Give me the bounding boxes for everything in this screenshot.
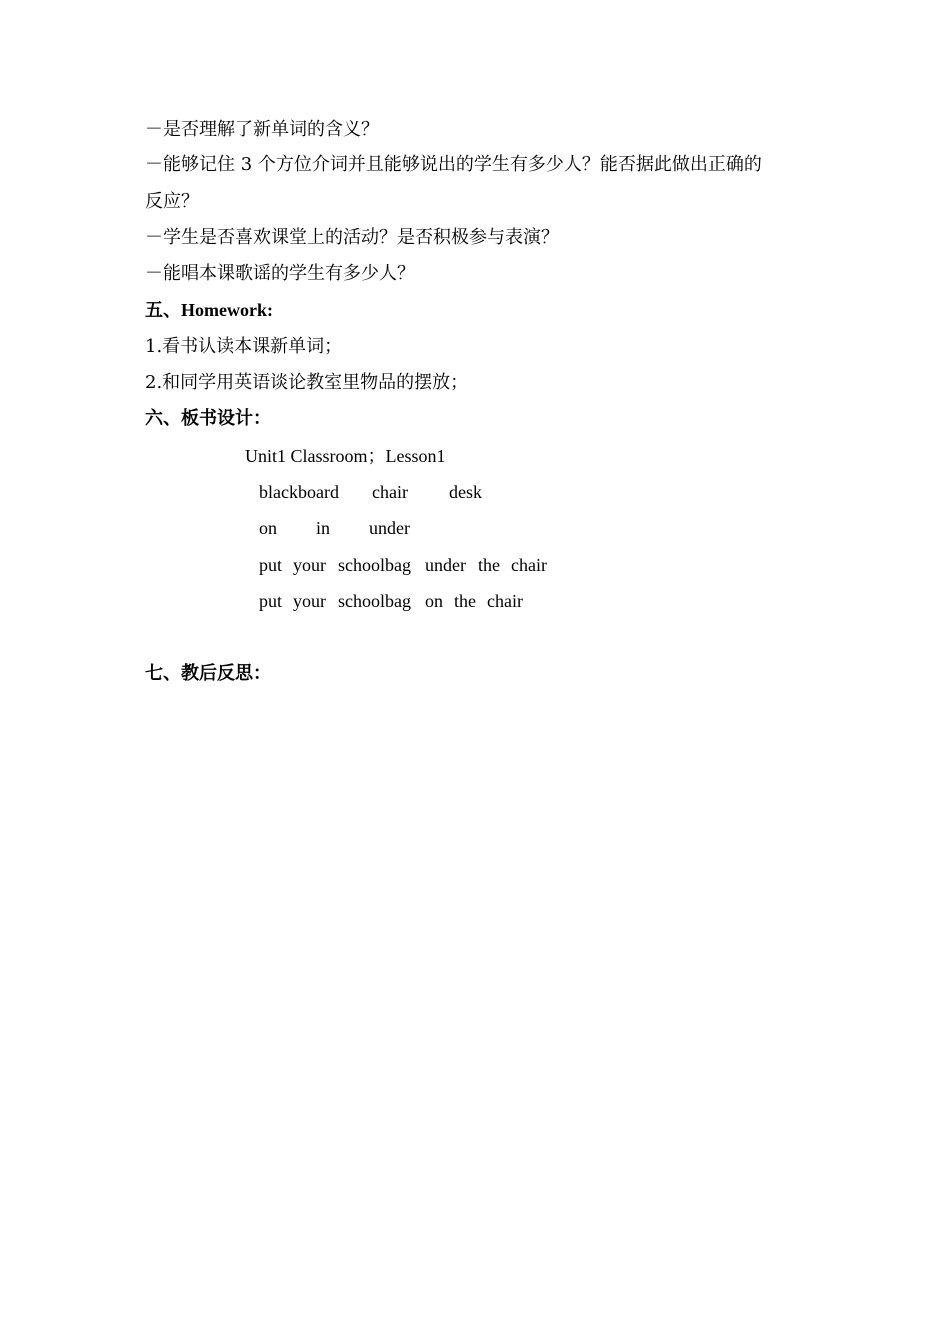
board-word: blackboard bbox=[259, 482, 339, 502]
homework-heading-number: 五、 bbox=[145, 300, 181, 321]
homework-item-1: 1.看书认读本课新单词； bbox=[145, 336, 343, 357]
board-sentence-word: the bbox=[478, 555, 500, 575]
board-title: Unit1 Classroom；Lesson1 bbox=[245, 446, 446, 466]
assessment-question-3: －学生是否喜欢课堂上的活动？是否积极参与表演？ bbox=[145, 227, 559, 248]
board-design-heading: 六、板书设计： bbox=[145, 408, 271, 429]
board-sentence-word: schoolbag bbox=[338, 591, 411, 611]
board-sentence-word: on bbox=[425, 591, 443, 611]
board-word: desk bbox=[449, 482, 482, 502]
board-sentence-word: the bbox=[454, 591, 476, 611]
board-sentence-1 bbox=[259, 553, 547, 577]
assessment-question-2-continued: 反应？ bbox=[145, 191, 199, 212]
reflection-heading: 七、教后反思： bbox=[145, 663, 271, 684]
board-preposition: in bbox=[316, 518, 331, 538]
board-word: chair bbox=[372, 482, 408, 502]
homework-heading bbox=[145, 298, 273, 323]
board-vocabulary-row bbox=[259, 480, 482, 504]
homework-item-2: 2.和同学用英语谈论教室里物品的摆放； bbox=[145, 372, 469, 393]
board-sentence-word: put bbox=[259, 591, 283, 611]
board-sentence-word: chair bbox=[487, 591, 523, 611]
board-sentence-word: schoolbag bbox=[338, 555, 411, 575]
board-sentence-word: your bbox=[293, 555, 326, 575]
homework-heading-text: Homework: bbox=[181, 300, 273, 320]
assessment-question-4: －能唱本课歌谣的学生有多少人？ bbox=[145, 263, 415, 284]
assessment-question-1: －是否理解了新单词的含义？ bbox=[145, 119, 379, 140]
board-sentence-2 bbox=[259, 589, 523, 613]
board-sentence-word: under bbox=[425, 555, 466, 575]
board-sentence-word: chair bbox=[511, 555, 547, 575]
assessment-question-2: －能够记住 3 个方位介词并且能够说出的学生有多少人？能否据此做出正确的 bbox=[145, 154, 762, 175]
board-preposition: on bbox=[259, 518, 277, 538]
board-preposition: under bbox=[369, 518, 410, 538]
board-sentence-word: your bbox=[293, 591, 326, 611]
board-sentence-word: put bbox=[259, 555, 283, 575]
board-prepositions-row bbox=[259, 516, 410, 540]
